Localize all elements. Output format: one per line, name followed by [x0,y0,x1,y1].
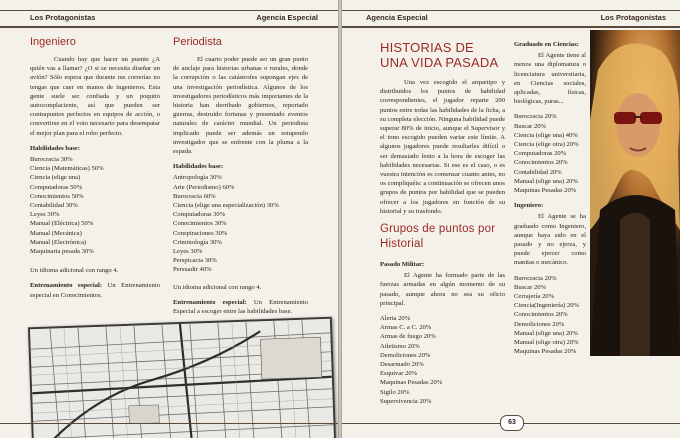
periodista-language: Un idioma adicional con rango 4. [173,283,262,291]
historias-title: HISTORIAS DE UNA VIDA PASADA [380,40,499,70]
graduate-skills-list [514,112,586,195]
historias-intro: Una vez escogido el arquetipo y distribuidos los puntos de habilidad correspondientes, el jugador reparte 200 puntos entre todas las habilidades de la ficha, a su completa elección. Ninguna habilidad puede superar 80% de inicio, aunque el Supervisor y el tono escogido pueden variar este límite. A algunos jugadores puede resultarles difícil o ser demasiado lento a la hora de escoger las habilidades necesarias. Si ese es el caso, o es vuestra intención es comenzar cuanto antes, no os compliquéis: a continuación se ofrecen unos grupos de puntos por habilidad que se pueden ofrecer a los jugadores en función de su historial y su trasfondo. [380,79,505,215]
skill-item: Conspiraciones 30% [173,229,228,237]
skill-item: Conocimientos 30% [173,220,227,228]
skill-item: Demoliciones 20% [380,351,431,359]
skill-item: Ciencia (elige una) 40% [514,131,578,139]
skill-item: Ciencia(Ingeniería) 20% [514,302,579,310]
skill-item: Burocracia 60% [173,192,216,200]
skill-item: Cerrajería 20% [514,293,555,301]
graduate-label: Graduado en Ciencias: [514,41,579,48]
ingeniero-intro: Cuando hay que hacer un puente ¿A quién vas a llamar? ¿O si se necesita diseñar un avión? Sólo espera que durante tus correrías no tengas que caer en manos de ingenieros. Esta gente suele ser confiada y un poquito autocomplaciente, así que pueden ser contrapuntos perfectos en equipos de acción, o convertirse en el voto necesario para desempatar el mejor plan para el robo perfecto. [30,56,160,137]
skill-item: Arte (Periodismo) 60% [173,183,235,191]
skill-item: Burocracia 20% [514,274,557,282]
skill-item: Supervivencia 20% [380,397,432,405]
skill-item: Conocimientos 50% [30,192,84,200]
skill-item: Criminología 30% [173,238,222,246]
skill-item: Atletismo 20% [380,342,420,350]
engineer-skills-list [514,274,586,357]
skill-item: Computadoras 20% [514,150,567,158]
periodista-title: Periodista [173,36,222,48]
city-map-image [28,317,336,438]
skill-item: Armas de fuego 20% [380,333,436,341]
skill-item: Conocimientos 20% [514,159,568,167]
skill-item: Manual (elige otra) 20% [514,339,579,347]
periodista-training [173,298,308,316]
skill-item: Sigilo 20% [380,388,410,396]
periodista-training-label: Entrenamiento especial: [173,298,247,306]
engineer-label: Ingeniero: [514,202,544,210]
graduate-text: El Agente tiene al menos una diplomatura o licenciatura universitaria, en Ciencias sociales, aplicadas, físicas, biológicas, puras... [514,52,586,106]
periodista-skills-title: Habilidades base: [173,163,224,171]
ingeniero-training-text: Un Entrenamiento especial en Conocimientos. [30,282,160,299]
skill-item: Contabilidad 20% [514,168,562,176]
right-column-2 [514,40,586,363]
right-page [342,0,680,438]
skill-item: Conocimientos 20% [514,311,568,319]
skill-item: Buscar 20% [514,122,547,130]
skill-item: Ciencia (elige una especialización) 30% [173,202,279,210]
military-label: Pasado Militar: [380,261,425,269]
skill-item: Maquinas Pesadas 20% [514,348,577,356]
ingeniero-title: Ingeniero [30,36,76,48]
right-header-section: Agencia Especial [366,13,428,22]
skill-item: Maquinas Pesadas 20% [514,187,577,195]
right-column-1 [380,40,505,412]
skill-item: Desarmado 20% [380,361,424,369]
ingeniero-training [30,281,160,299]
grupos-title: Grupos de puntos por Historial [380,223,496,251]
skill-item: Buscar 20% [514,283,547,291]
skill-item: Computadoras 50% [30,183,83,191]
skill-item: Ciencia (Matemáticas) 50% [30,165,104,173]
portrait-graphic [590,30,680,356]
skill-item: Ciencia (elige una) [30,174,81,182]
skill-item: Antropología 30% [173,174,222,182]
skill-item: Esquivar 20% [380,370,418,378]
skill-item: Maquinas Pesadas 20% [380,379,443,387]
skill-item: Contabilidad 30% [30,202,78,210]
skill-item: Manual (elige una) 20% [514,329,578,337]
skill-item: Leyes 30% [173,248,203,256]
skill-item: Demoliciones 20% [514,320,565,328]
skill-item: Manual (Mecánica) [30,229,82,237]
map-streets-graphic [30,319,334,438]
ingeniero-language: Un idioma adicional con rango 4. [30,267,119,275]
skill-item: Maquinaria pesada 30% [30,248,94,256]
woman-sunglasses-illustration [590,30,680,356]
skill-item: Alerta 20% [380,315,411,323]
ingeniero-skills-title: Habilidades base: [30,144,81,152]
left-header-title: Los Protagonistas [30,13,96,22]
ingeniero-training-label: Entrenamiento especial: [30,282,103,290]
left-header-section: Agencia Especial [256,13,318,22]
right-header-bar [342,10,680,28]
skill-item: Manual (Electrónica) [30,238,87,246]
left-column-1 [30,36,160,306]
left-footer-rule [0,423,338,424]
skill-item: Manual (elige una) 20% [514,177,578,185]
periodista-intro: El cuarto poder puede ser un gran punto de anclaje para historias urbanas o rurales, donde la corrupción o las catástrofes supongan ejes de una investigación periodística. Algunos de los investigadores periodísticos más importantes de la historia han derribado gobiernos, reportado guerras, destruido fortunas y presentado eventos naturales de carácter mundial. Un periodista implicado puede ser además un estupendo investigador que se enfrente con la pluma a la espada. [173,56,308,156]
left-column-2 [173,36,308,322]
skill-item: Armas C. a C. 20% [380,324,432,332]
page-number: 63 [500,415,524,431]
left-page [0,0,338,438]
skill-item: Ciencia (elige otra) 20% [514,141,579,149]
skill-item: Persuadir 40% [173,266,212,274]
skill-item: Manual (Eléctrica) 50% [30,220,94,228]
left-header-bar [0,10,338,28]
skill-item: Burocracia 20% [514,113,557,121]
right-header-title: Los Protagonistas [600,13,666,22]
military-text: El Agente ha formado parte de las fuerzas armadas en algún momento de su pasado, aunque ahora no sea su oficio principal. [380,272,505,307]
military-skills-list [380,314,505,406]
ingeniero-skills-list [30,155,160,256]
periodista-training-text: Un Entrenamiento Especial a escoger entre las habilidades base. [173,298,308,316]
skill-item: Leyes 30% [30,211,60,219]
skill-item: Computadoras 30% [173,211,226,219]
skill-item: Perspicacia 30% [173,257,217,265]
periodista-skills-list [173,173,308,274]
skill-item: Burocracia 30% [30,156,73,164]
engineer-text: El Agente se ha graduado como Ingeniero, aunque haya sido en el pasado y no ejerza, y puede ejercer como manitas o mecánico. [514,213,586,267]
